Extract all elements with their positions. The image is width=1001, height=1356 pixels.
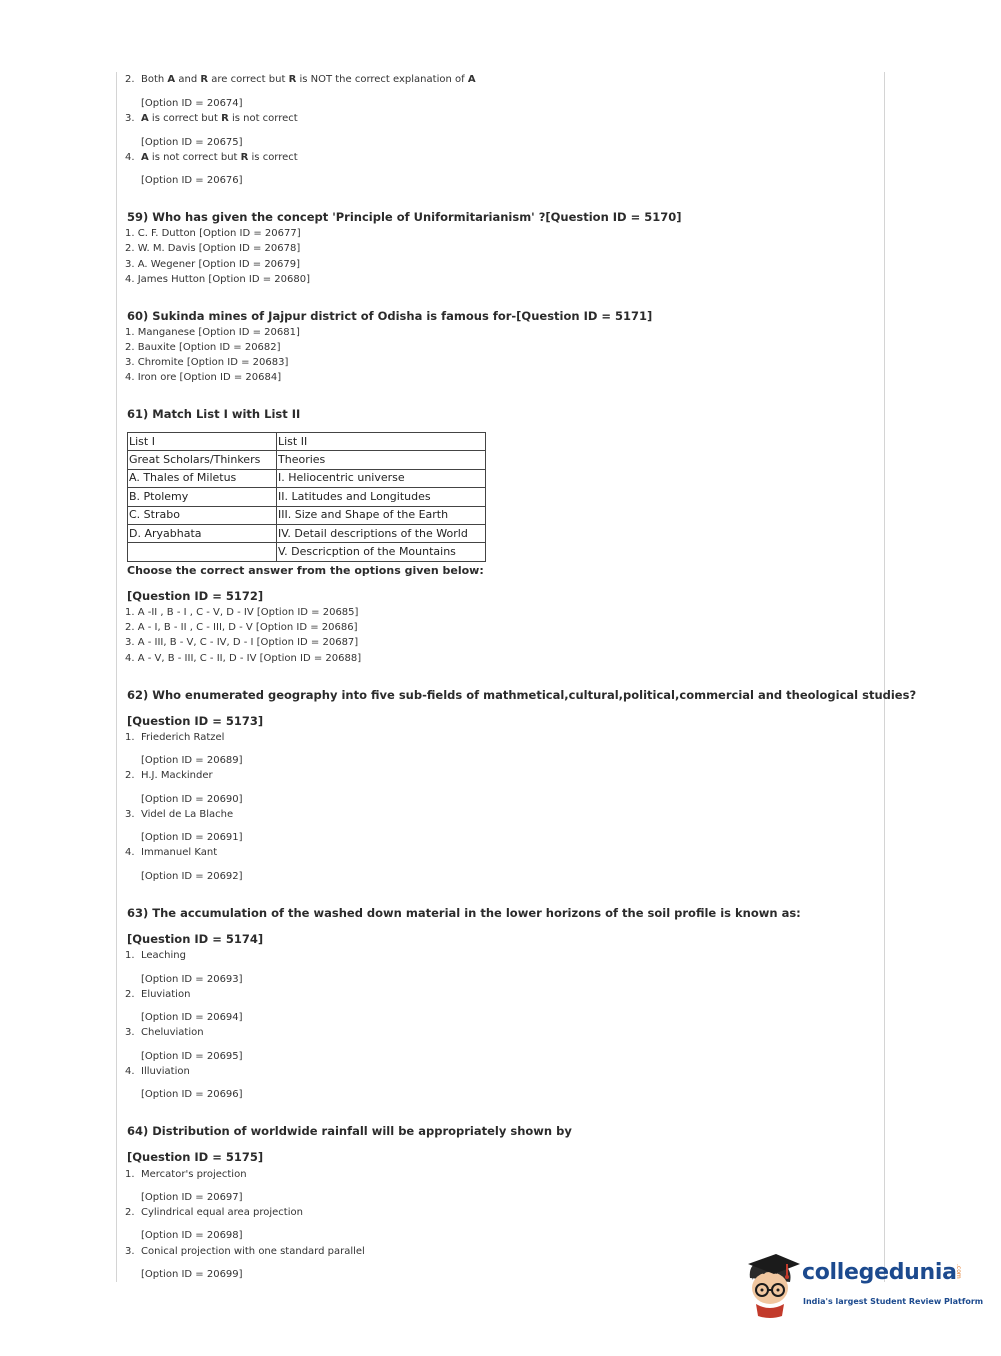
q60-option-3: 3. Chromite [Option ID = 20683] xyxy=(125,357,289,368)
q62-option-3: 3. Videl de La Blache xyxy=(125,809,234,820)
table-row xyxy=(128,543,486,561)
logo-com: .com xyxy=(955,1264,962,1279)
table-row xyxy=(128,506,486,524)
q59-option-4: 4. James Hutton [Option ID = 20680] xyxy=(125,274,310,285)
q63-option-4: 4. Illuviation xyxy=(125,1066,190,1077)
q62-option-1: 1. Friederich Ratzel xyxy=(125,732,225,743)
table-row xyxy=(128,488,486,506)
q62-option-2: 2. H.J. Mackinder xyxy=(125,770,213,781)
q63-option-1: 1. Leaching xyxy=(125,950,186,961)
table-cell: C. Strabo xyxy=(128,506,277,524)
q61-option-2: 2. A - I, B - II , C - III, D - V [Option ID = 20686] xyxy=(125,622,358,633)
q58-option-3-id: [Option ID = 20675] xyxy=(141,137,243,148)
table-cell xyxy=(128,543,277,561)
table-cell: III. Size and Shape of the Earth xyxy=(277,506,486,524)
q60-option-1: 1. Manganese [Option ID = 20681] xyxy=(125,327,300,338)
q62-question-id: [Question ID = 5173] xyxy=(127,714,264,728)
table-row xyxy=(128,469,486,487)
table-cell: List II xyxy=(277,433,486,451)
q64-option-2-id: [Option ID = 20698] xyxy=(141,1230,243,1241)
q61-question: 61) Match List I with List II xyxy=(127,407,301,421)
table-cell: A. Thales of Miletus xyxy=(128,469,277,487)
table-cell: I. Heliocentric universe xyxy=(277,469,486,487)
q64-option-2: 2. Cylindrical equal area projection xyxy=(125,1207,303,1218)
q61-option-4: 4. A - V, B - III, C - II, D - IV [Option ID = 20688] xyxy=(125,653,362,664)
q63-option-2-id: [Option ID = 20694] xyxy=(141,1012,243,1023)
q63-question: 63) The accumulation of the washed down material in the lower horizons of the soil profile is known as: xyxy=(127,906,801,920)
table-cell: Great Scholars/Thinkers xyxy=(128,451,277,469)
q64-option-3: 3. Conical projection with one standard parallel xyxy=(125,1246,365,1257)
q64-option-1-id: [Option ID = 20697] xyxy=(141,1192,243,1203)
q58-option-2-id: [Option ID = 20674] xyxy=(141,98,243,109)
q58-option-4-id: [Option ID = 20676] xyxy=(141,175,243,186)
q63-option-4-id: [Option ID = 20696] xyxy=(141,1089,243,1100)
right-margin-rule xyxy=(884,72,885,1282)
table-row xyxy=(128,433,486,451)
collegedunia-logo xyxy=(742,1250,984,1320)
q62-question: 62) Who enumerated geography into five sub-fields of mathmetical,cultural,political,commercial and theological studies? xyxy=(127,688,917,702)
q59-option-1: 1. C. F. Dutton [Option ID = 20677] xyxy=(125,228,301,239)
q64-option-3-id: [Option ID = 20699] xyxy=(141,1269,243,1280)
q59-question: 59) Who has given the concept 'Principle of Uniformitarianism' ?[Question ID = 5170] xyxy=(127,210,682,224)
q62-option-1-id: [Option ID = 20689] xyxy=(141,755,243,766)
q64-question: 64) Distribution of worldwide rainfall will be appropriately shown by xyxy=(127,1124,572,1138)
logo-tagline: India's largest Student Review Platform xyxy=(803,1297,984,1306)
q60-option-4: 4. Iron ore [Option ID = 20684] xyxy=(125,372,282,383)
table-row xyxy=(128,524,486,542)
q59-option-2: 2. W. M. Davis [Option ID = 20678] xyxy=(125,243,301,254)
table-row xyxy=(128,451,486,469)
table-cell: IV. Detail descriptions of the World xyxy=(277,524,486,542)
q60-option-2: 2. Bauxite [Option ID = 20682] xyxy=(125,342,281,353)
left-margin-rule xyxy=(116,72,117,1282)
q59-option-3: 3. A. Wegener [Option ID = 20679] xyxy=(125,259,301,270)
q61-option-1: 1. A -II , B - I , C - V, D - IV [Option ID = 20685] xyxy=(125,607,359,618)
q62-option-4-id: [Option ID = 20692] xyxy=(141,871,243,882)
table-cell: B. Ptolemy xyxy=(128,488,277,506)
table-cell: II. Latitudes and Longitudes xyxy=(277,488,486,506)
q61-option-3: 3. A - III, B - V, C - IV, D - I [Option ID = 20687] xyxy=(125,637,359,648)
table-cell: D. Aryabhata xyxy=(128,524,277,542)
table-cell: List I xyxy=(128,433,277,451)
q63-question-id: [Question ID = 5174] xyxy=(127,932,264,946)
q63-option-2: 2. Eluviation xyxy=(125,989,191,1000)
q63-option-3-id: [Option ID = 20695] xyxy=(141,1051,243,1062)
match-table xyxy=(127,432,486,562)
q62-option-4: 4. Immanuel Kant xyxy=(125,847,218,858)
q60-question: 60) Sukinda mines of Jajpur district of Odisha is famous for-[Question ID = 5171] xyxy=(127,309,653,323)
student-mascot-icon xyxy=(742,1250,804,1320)
q62-option-3-id: [Option ID = 20691] xyxy=(141,832,243,843)
table-cell: V. Descricption of the Mountains xyxy=(277,543,486,561)
q58-option-3: 3. A is correct but R is not correct xyxy=(125,113,298,124)
q58-option-4: 4. A is not correct but R is correct xyxy=(125,152,298,163)
q61-instruction: Choose the correct answer from the options given below: xyxy=(127,564,484,577)
q64-question-id: [Question ID = 5175] xyxy=(127,1150,264,1164)
q63-option-3: 3. Cheluviation xyxy=(125,1027,204,1038)
q62-option-2-id: [Option ID = 20690] xyxy=(141,794,243,805)
q64-option-1: 1. Mercator's projection xyxy=(125,1169,247,1180)
q61-question-id: [Question ID = 5172] xyxy=(127,589,264,603)
q58-option-2: 2. Both A and R are correct but R is NOT the correct explanation of A xyxy=(125,74,476,85)
q63-option-1-id: [Option ID = 20693] xyxy=(141,974,243,985)
table-cell: Theories xyxy=(277,451,486,469)
logo-wordmark: collegedunia xyxy=(802,1260,957,1285)
